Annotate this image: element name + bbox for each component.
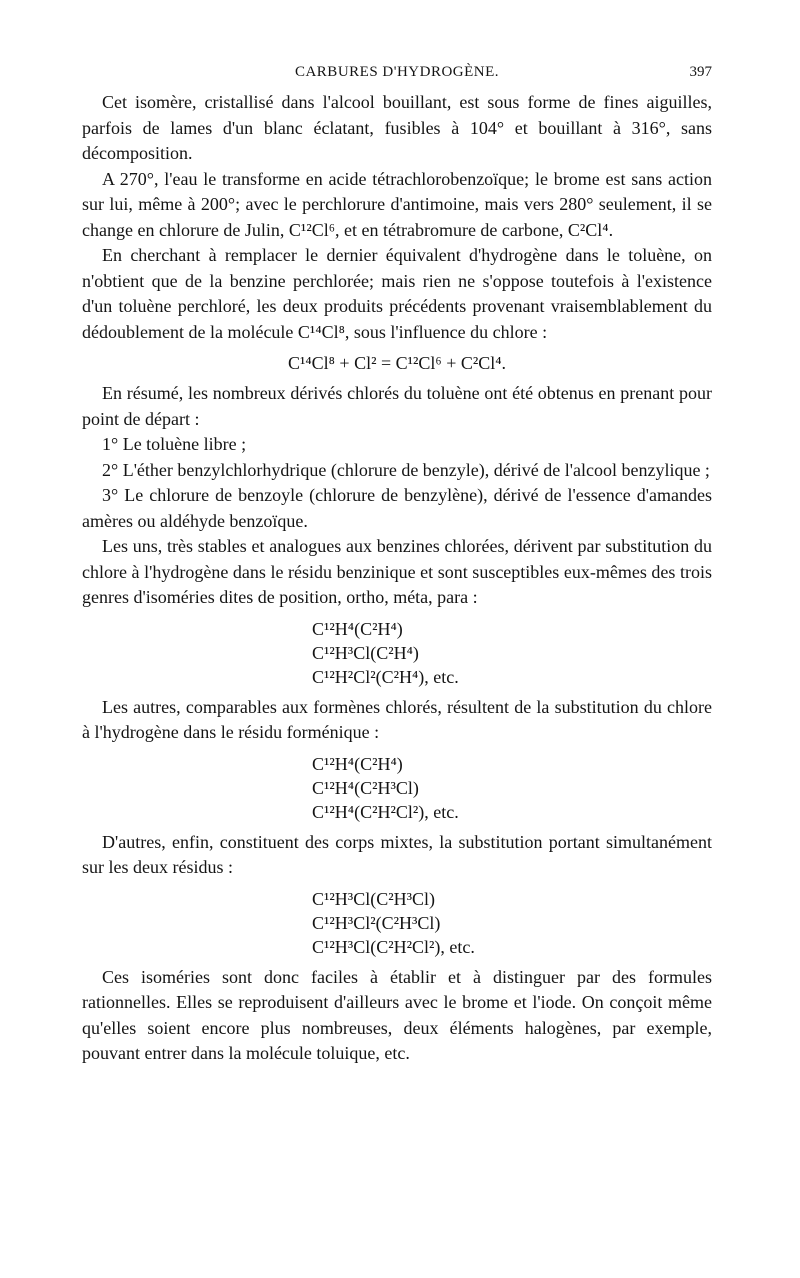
paragraph: Ces isoméries sont donc faciles à établir et à distinguer par des formules rationnelles. Elles se reproduisent d'ailleurs avec le brome et l'iode. On conçoit même qu'elles soient encore plus nombreuses, deux éléments halogènes, par exemple, pouvant entrer dans la molécule toluique, etc.: [82, 966, 712, 1063]
formula-line: C¹²H⁴(C²H²Cl²), etc.: [312, 801, 459, 822]
paragraph: Les autres, comparables aux formènes chlorés, résultent de la substitution du chlore à l'hydrogène dans le résidu forménique :: [82, 696, 712, 742]
list-item: 3° Le chlorure de benzoyle (chlorure de benzylène), dérivé de l'essence d'amandes amères ou aldéhyde benzoïque.: [82, 485, 712, 531]
formula-line: C¹²H⁴(C²H³Cl): [312, 777, 419, 798]
formula-line: C¹²H³Cl(C²H³Cl): [312, 888, 435, 909]
page-number: 397: [689, 64, 712, 80]
formula-line: C¹²H³Cl²(C²H³Cl): [312, 912, 441, 933]
formula-line: C¹²H⁴(C²H⁴): [312, 753, 403, 774]
formula-line: C¹²H³Cl(C²H²Cl²), etc.: [312, 936, 475, 957]
page-header: [82, 64, 712, 88]
formula-group: [82, 617, 712, 689]
body-text: [82, 90, 712, 1067]
formula-group: [82, 887, 712, 959]
formula-line: C¹²H²Cl²(C²H⁴), etc.: [312, 666, 459, 687]
formula-line: C¹²H⁴(C²H⁴): [312, 618, 403, 639]
paragraph: D'autres, enfin, constituent des corps mixtes, la substitution portant simultanément sur les deux résidus :: [82, 831, 712, 877]
formula-group: [82, 752, 712, 824]
equation: [82, 351, 712, 375]
paragraph: Les uns, très stables et analogues aux benzines chlorées, dérivent par substitution du chlore à l'hydrogène dans le résidu benzinique et sont susceptibles eux-mêmes des trois genres d'isoméries dites de position, ortho, méta, para :: [82, 536, 712, 607]
paragraph: A 270°, l'eau le transforme en acide tétrachlorobenzoïque; le brome est sans action sur lui, même à 200°; avec le perchlorure d'antimoine, mais vers 280° seulement, il se change en chlorure de Julin, C¹²Cl⁶, et en tétrabromure de carbone, C²Cl⁴.: [82, 168, 712, 240]
paragraph: Cet isomère, cristallisé dans l'alcool bouillant, est sous forme de fines aiguilles, parfois de lames d'un blanc éclatant, fusibles à 104° et bouillant à 316°, sans décomposition.: [82, 92, 712, 163]
list-item: 2° L'éther benzylchlorhydrique (chlorure de benzyle), dérivé de l'alcool benzylique ;: [102, 459, 710, 480]
paragraph: En cherchant à remplacer le dernier équivalent d'hydrogène dans le toluène, on n'obtient que de la benzine perchlorée; mais rien ne s'oppose toutefois à l'existence d'un toluène perchloré, les deux produits précédents provenant vraisemblablement du dédoublement de la molécule C¹⁴Cl⁸, sous l'influence du chlore :: [82, 245, 712, 342]
list-item: 1° Le toluène libre ;: [102, 434, 247, 454]
paragraph: En résumé, les nombreux dérivés chlorés du toluène ont été obtenus en prenant pour point de départ :: [82, 383, 712, 429]
formula-line: C¹²H³Cl(C²H⁴): [312, 642, 419, 663]
running-title: CARBURES D'HYDROGÈNE.: [294, 64, 500, 80]
equation-line: C¹⁴Cl⁸ + Cl² = C¹²Cl⁶ + C²Cl⁴.: [287, 353, 507, 373]
